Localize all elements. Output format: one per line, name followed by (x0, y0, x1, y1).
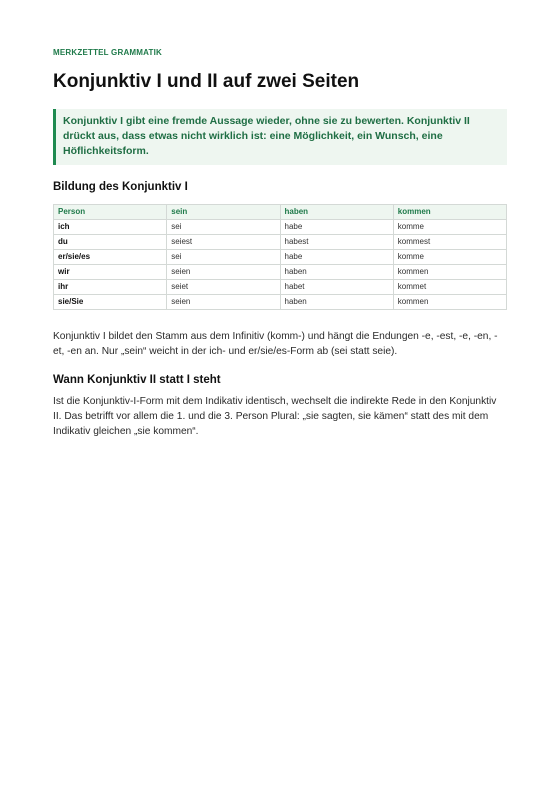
cell-haben: haben (280, 265, 393, 280)
cell-kommen: kommen (393, 295, 506, 310)
table-row (54, 220, 507, 235)
cell-person: du (54, 235, 167, 250)
table-row (54, 250, 507, 265)
cell-haben: habe (280, 220, 393, 235)
table-header-row (54, 205, 507, 220)
column-header-kommen: kommen (393, 205, 506, 220)
section-heading-bildung: Bildung des Konjunktiv I (53, 181, 188, 193)
cell-haben: habe (280, 250, 393, 265)
kicker-label: MERKZETTEL GRAMMATIK (53, 48, 163, 57)
section-heading-konjunktiv-ii: Wann Konjunktiv II statt I steht (53, 374, 221, 386)
paragraph-konjunktiv-ii: Ist die Konjunktiv-I-Form mit dem Indikativ identisch, wechselt die indirekte Rede in den Konjunktiv II. Das betrifft vor allem die 1. und die 3. Person Plural: „sie sagten, sie kämen“ statt des mit dem Indikativ gleichen „sie kommen“. (53, 396, 497, 437)
column-header-haben: haben (280, 205, 393, 220)
table-row (54, 265, 507, 280)
cell-kommen: kommen (393, 265, 506, 280)
cell-sein: sei (167, 250, 280, 265)
cell-kommen: komme (393, 250, 506, 265)
page-title: Konjunktiv I und II auf zwei Seiten (53, 71, 360, 92)
column-header-sein: sein (167, 205, 280, 220)
table-row (54, 235, 507, 250)
conjugation-table (53, 204, 507, 310)
cell-haben: habest (280, 235, 393, 250)
cell-haben: habet (280, 280, 393, 295)
table-row (54, 295, 507, 310)
table-row (54, 280, 507, 295)
cell-sein: sei (167, 220, 280, 235)
cell-person: sie/Sie (54, 295, 167, 310)
cell-person: wir (54, 265, 167, 280)
cell-sein: seien (167, 295, 280, 310)
cell-kommen: kommet (393, 280, 506, 295)
cell-kommen: kommest (393, 235, 506, 250)
column-header-person: Person (54, 205, 167, 220)
cell-person: ich (54, 220, 167, 235)
summary-callout: Konjunktiv I gibt eine fremde Aussage wieder, ohne sie zu bewerten. Konjunktiv II drückt aus, dass etwas nicht wirklich ist: eine Möglichkeit, ein Wunsch, eine Höflichkeitsform. (53, 109, 507, 165)
cell-person: ihr (54, 280, 167, 295)
cell-sein: seiet (167, 280, 280, 295)
cell-haben: haben (280, 295, 393, 310)
paragraph-bildung: Konjunktiv I bildet den Stamm aus dem Infinitiv (komm-) und hängt die Endungen -e, -est, -e, -en, -et, -en an. Nur „sein“ weicht in der ich- und er/sie/es-Form ab (sei statt seie). (53, 331, 498, 357)
cell-person: er/sie/es (54, 250, 167, 265)
cell-sein: seiest (167, 235, 280, 250)
cell-sein: seien (167, 265, 280, 280)
cell-kommen: komme (393, 220, 506, 235)
